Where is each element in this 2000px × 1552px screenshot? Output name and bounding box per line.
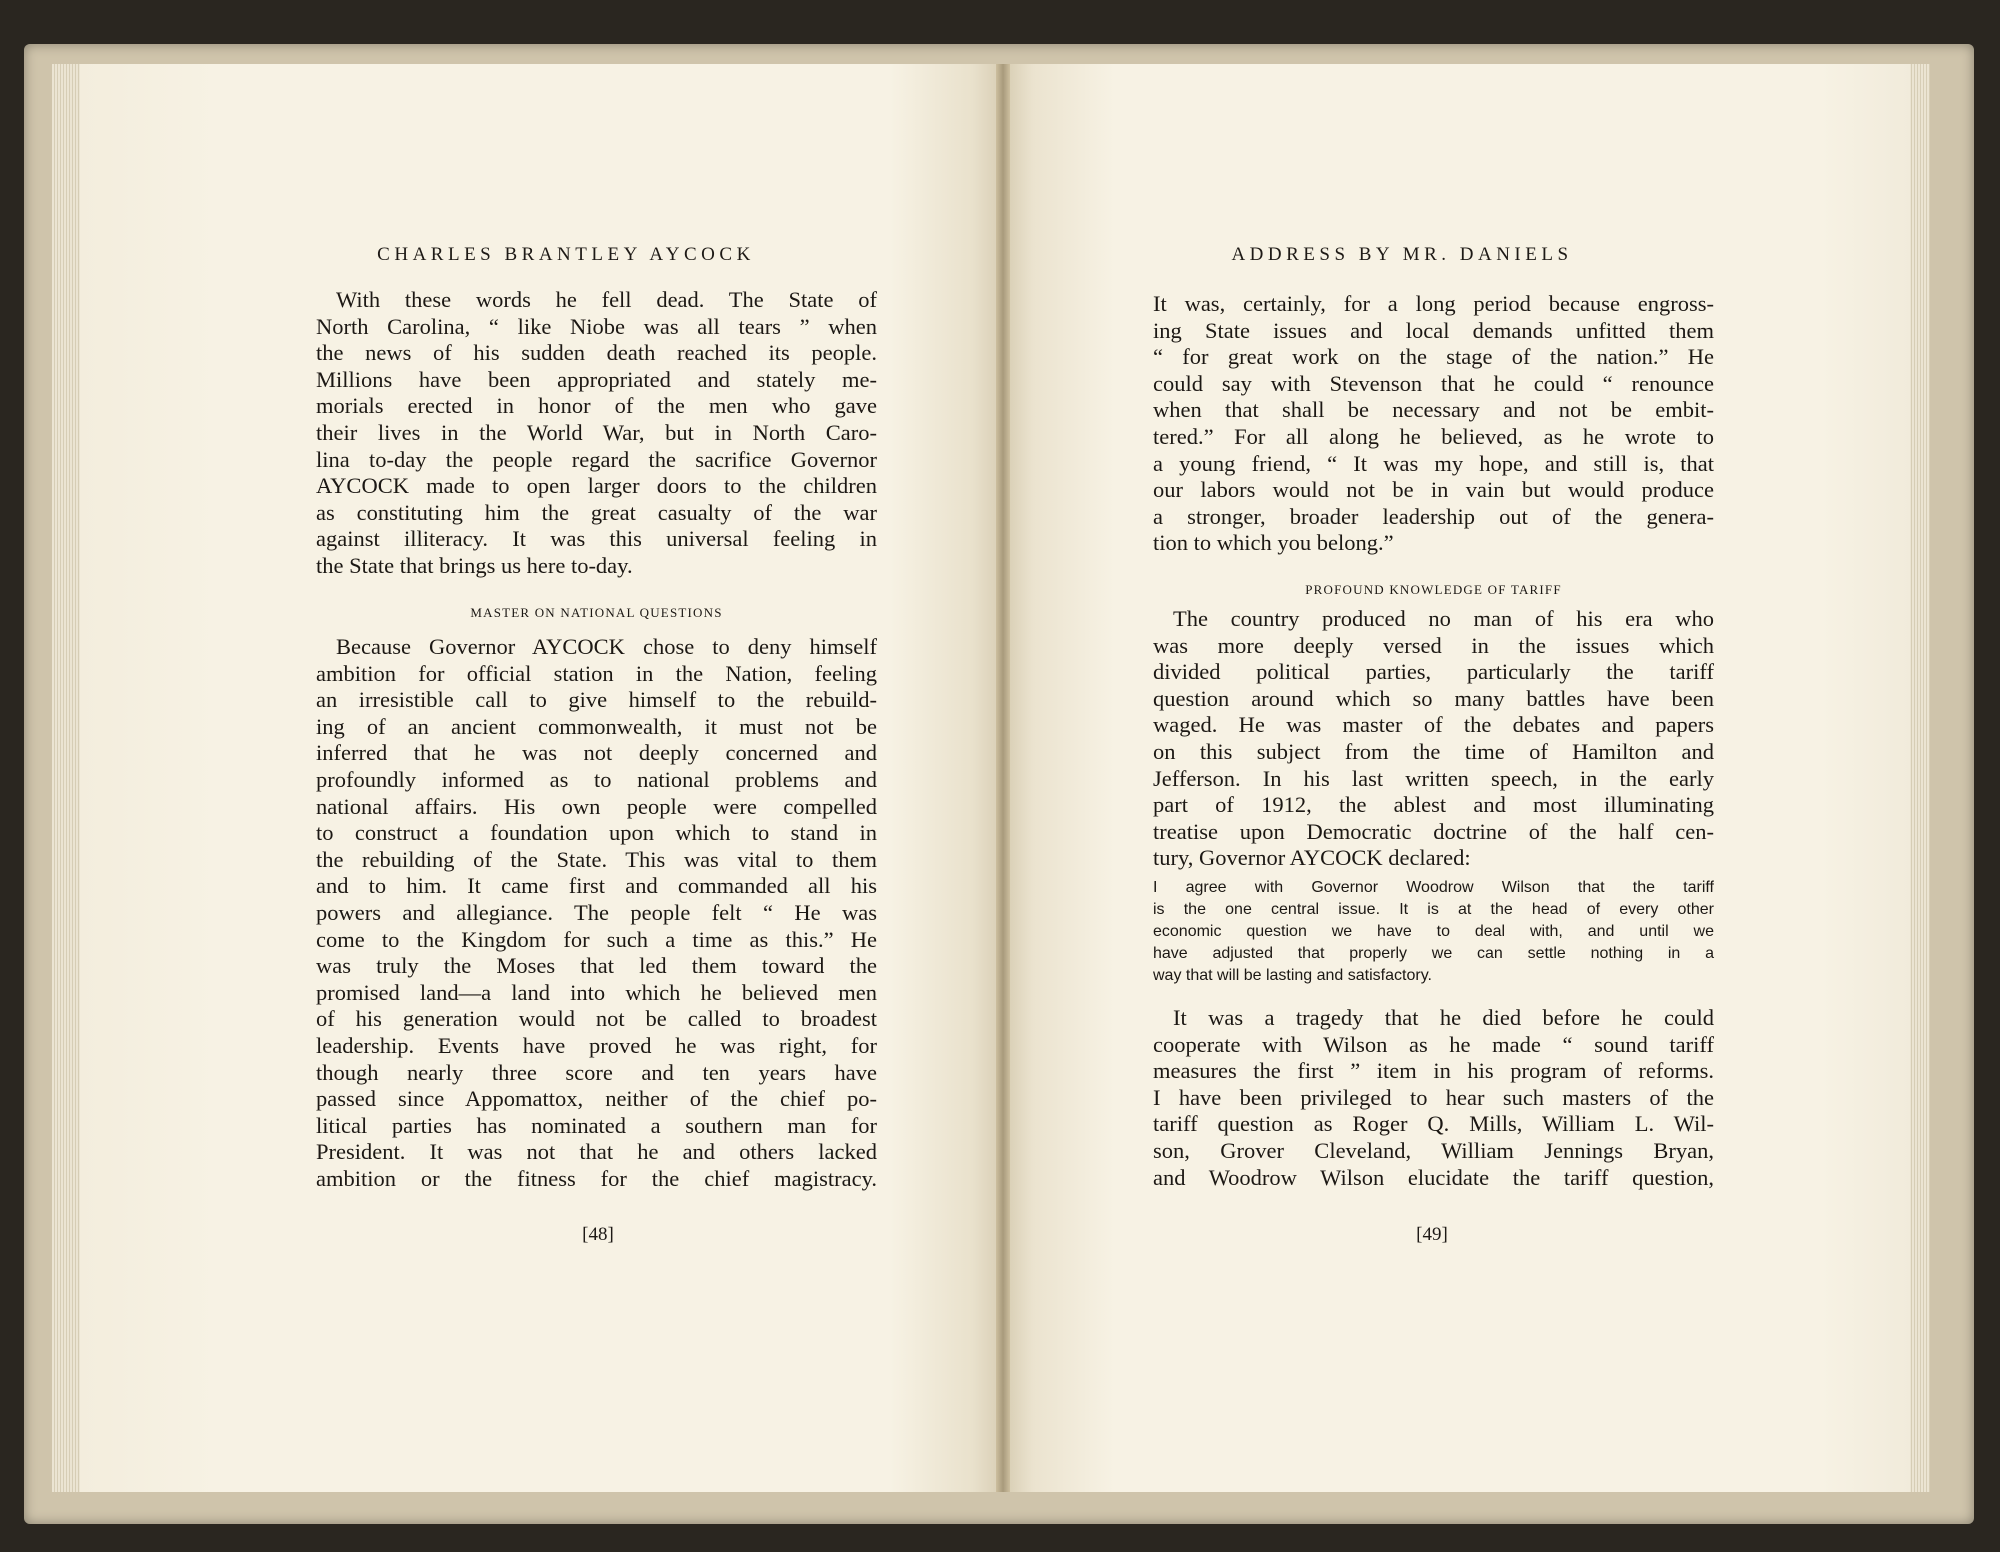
text-line: It was, certainly, for a long period because engross- (1153, 291, 1714, 316)
text-line: passed since Appomattox, neither of the chief po- (316, 1086, 877, 1112)
quote-line: is the one central issue. It is at the head of every other (1153, 901, 1714, 918)
text-line: national affairs. His own people were compelled (316, 793, 877, 819)
text-line: against illiteracy. It was this universal feeling in (316, 526, 877, 552)
text-line: to construct a foundation upon which to stand in (316, 820, 877, 846)
text-line: and Woodrow Wilson elucidate the tariff question, (1153, 1164, 1714, 1190)
right-paragraph-3 (1153, 1005, 1714, 1191)
text-line: an irresistible call to give himself to the rebuild- (316, 687, 877, 713)
text-line: though nearly three score and ten years have (316, 1059, 877, 1085)
right-block-quote (1153, 877, 1714, 987)
text-line: come to the Kingdom for such a time as this.” He (316, 926, 877, 952)
text-line: lina to-day the people regard the sacrifice Governor (316, 446, 877, 472)
text-line: ambition or the fitness for the chief magistracy. (316, 1165, 877, 1191)
quote-line: have adjusted that properly we can settle nothing in a (1153, 945, 1714, 962)
text-line: as constituting him the great casualty of the war (316, 499, 877, 525)
text-line: Jefferson. In his last written speech, in the early (1153, 765, 1714, 791)
right-paragraph-1 (1153, 291, 1714, 557)
text-line: the news of his sudden death reached its people. (316, 340, 877, 366)
text-line: and to him. It came first and commanded all his (316, 873, 877, 899)
text-line: tion to which you belong.” (1153, 530, 1394, 556)
text-line: cooperate with Wilson as he made “ sound tariff (1153, 1031, 1714, 1057)
text-line: was truly the Moses that led them toward the (316, 953, 877, 979)
right-section-heading: PROFOUND KNOWLEDGE OF TARIFF (1305, 582, 1562, 597)
right-paragraph-2 (1153, 606, 1714, 872)
text-line: our labors would not be in vain but would produce (1153, 477, 1714, 503)
text-line: tered.” For all along he believed, as he wrote to (1153, 423, 1714, 449)
text-line: leadership. Events have proved he was right, for (316, 1032, 877, 1058)
quote-line: economic question we have to deal with, and until we (1153, 923, 1714, 940)
text-line: question around which so many battles have been (1153, 685, 1714, 711)
right-running-head: ADDRESS BY MR. DANIELS (1231, 244, 1573, 265)
left-page-number: [48] (582, 1224, 614, 1245)
text-line: when that shall be necessary and not be embit- (1153, 397, 1714, 423)
text-line: Because Governor AYCOCK chose to deny himself (336, 634, 877, 659)
text-line: son, Grover Cleveland, William Jennings Bryan, (1153, 1137, 1714, 1163)
text-line: a young friend, “ It was my hope, and still is, that (1153, 450, 1714, 476)
left-paragraph-1 (316, 287, 877, 580)
text-line: on this subject from the time of Hamilton and (1153, 738, 1714, 764)
text-line: waged. He was master of the debates and papers (1153, 712, 1714, 738)
text-line: AYCOCK made to open larger doors to the children (316, 473, 877, 499)
left-paragraph-2 (316, 634, 877, 1192)
text-line: was more deeply versed in the issues which (1153, 632, 1714, 658)
text-line: The country produced no man of his era who (1173, 606, 1714, 631)
text-line: powers and allegiance. The people felt “ He was (316, 899, 877, 925)
text-line: I have been privileged to hear such masters of the (1153, 1084, 1714, 1110)
text-line: North Carolina, “ like Niobe was all tears ” when (316, 313, 877, 339)
text-line: It was a tragedy that he died before he could (1173, 1005, 1714, 1030)
text-line: Millions have been appropriated and stately me- (316, 366, 877, 392)
text-line: tury, Governor AYCOCK declared: (1153, 845, 1471, 871)
text-line: divided political parties, particularly the tariff (1153, 659, 1714, 685)
text-line: “ for great work on the stage of the nation.” He (1153, 344, 1714, 370)
quote-line: way that will be lasting and satisfactory. (1153, 967, 1432, 984)
left-section-heading: MASTER ON NATIONAL QUESTIONS (470, 605, 723, 620)
text-line: their lives in the World War, but in North Caro- (316, 419, 877, 445)
text-line: morials erected in honor of the men who gave (316, 393, 877, 419)
text-line: ing State issues and local demands unfitted them (1153, 317, 1714, 343)
text-line: part of 1912, the ablest and most illuminating (1153, 792, 1714, 818)
text-line: could say with Stevenson that he could “ renounce (1153, 370, 1714, 396)
text-line: ambition for official station in the Nation, feeling (316, 660, 877, 686)
text-line: ing of an ancient commonwealth, it must not be (316, 713, 877, 739)
text-line: a stronger, broader leadership out of the genera- (1153, 503, 1714, 529)
text-line: tariff question as Roger Q. Mills, William L. Wil- (1153, 1111, 1714, 1137)
book-gutter (996, 64, 1010, 1492)
text-line: promised land—a land into which he believed men (316, 979, 877, 1005)
page-edges-left (52, 64, 82, 1492)
text-line: profoundly informed as to national problems and (316, 766, 877, 792)
text-line: litical parties has nominated a southern man for (316, 1112, 877, 1138)
text-line: the rebuilding of the State. This was vital to them (316, 846, 877, 872)
page-edges-right (1908, 64, 1930, 1492)
quote-line: I agree with Governor Woodrow Wilson that the tariff (1153, 879, 1714, 896)
text-line: treatise upon Democratic doctrine of the half cen- (1153, 818, 1714, 844)
left-running-head: CHARLES BRANTLEY AYCOCK (377, 244, 755, 265)
text-line: President. It was not that he and others lacked (316, 1139, 877, 1165)
text-line: measures the first ” item in his program of reforms. (1153, 1058, 1714, 1084)
right-page-number: [49] (1416, 1224, 1448, 1245)
text-line: With these words he fell dead. The State of (336, 287, 877, 312)
text-line: the State that brings us here to-day. (316, 552, 633, 578)
text-line: inferred that he was not deeply concerned and (316, 740, 877, 766)
text-line: of his generation would not be called to broadest (316, 1006, 877, 1032)
